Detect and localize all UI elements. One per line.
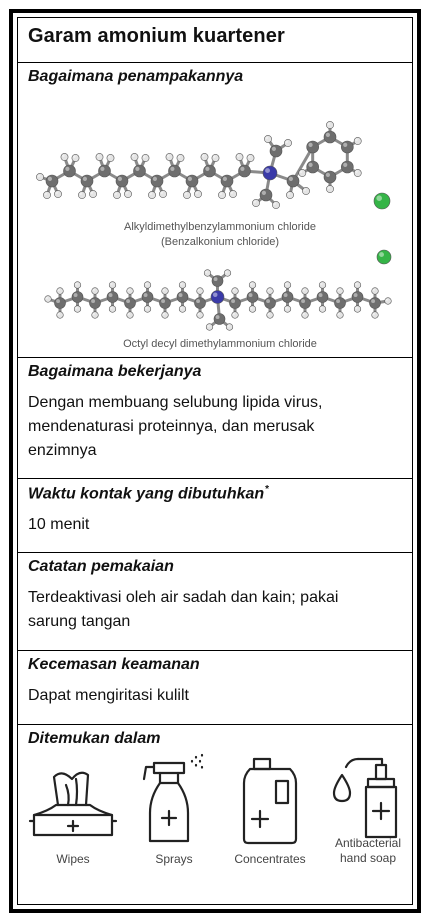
hydrogen-atom-highlight [248,155,251,158]
usage-notes-line: Terdeaktivasi oleh air sadah dan kain; pakai [28,589,339,606]
hydrogen-atom [92,312,99,319]
carbon-atom-highlight [56,299,60,303]
carbon-atom-highlight [371,299,375,303]
carbon-atom-highlight [272,147,276,151]
hydrogen-atom-highlight [44,192,47,195]
hydrogen-atom-highlight [198,313,200,315]
contact-time-section [18,479,412,553]
mechanism-line: Dengan membuang selubung lipida virus, [28,394,323,411]
spray-bottle-icon [140,753,210,849]
hydrogen-atom [354,169,361,176]
hydrogen-atom-highlight [114,192,117,195]
hydrogen-atom-highlight [110,307,112,309]
carbon-atom-highlight [266,299,270,303]
hydrogen-atom-highlight [163,289,165,291]
hydrogen-atom-highlight [355,307,357,309]
carbon-atom-highlight [231,299,235,303]
carbon-atom-highlight [91,299,95,303]
hydrogen-atom [109,306,116,313]
hydrogen-atom [36,173,43,180]
wipes-icon [28,765,118,845]
hydrogen-atom [166,153,173,160]
mechanism-line: enzimnya [28,442,97,459]
hydrogen-atom [131,153,138,160]
molecule1-caption-line2: (Benzalkonium chloride) [161,236,279,248]
carbon-atom-highlight [308,163,312,167]
carbon-atom [370,298,381,309]
hydrogen-atom [284,306,291,313]
carbon-atom [55,298,66,309]
hydrogen-atom [144,306,151,313]
concentrates-label: Concentrates [234,852,306,866]
hydrogen-atom-highlight [285,283,287,285]
hydrogen-atom [179,306,186,313]
mechanism-text [18,391,412,463]
hydrogen-atom [159,190,166,197]
hydrogen-atom [326,185,333,192]
hydrogen-atom-highlight [300,170,303,173]
hydrogen-atom [197,288,204,295]
hydrogen-atom [286,191,293,198]
carbon-atom-highlight [336,299,340,303]
carbon-atom [317,292,328,303]
mechanism-heading: Bagaimana bekerjanya [28,363,202,380]
carbon-atom-highlight [135,167,139,171]
octyl-decyl-molecule-model [45,250,392,330]
carbon-atom-highlight [188,177,192,181]
carbon-atom-highlight [326,173,330,177]
hydrogen-atom [57,312,64,319]
hydrogen-atom [183,191,190,198]
hydrogen-atom-highlight [230,191,233,194]
usage-notes-section [18,553,412,651]
carbon-atom [81,175,93,187]
hydrogen-atom [232,288,239,295]
hydrogen-atom-highlight [265,136,268,139]
hydrogen-atom [89,190,96,197]
hydrogen-atom [206,324,213,331]
appearance-heading: Bagaimana penampakannya [28,68,244,85]
hydrogen-atom-highlight [303,188,306,191]
hydrogen-atom [226,324,233,331]
hydrogen-atom [204,270,211,277]
hydrogen-atom-highlight [320,283,322,285]
carbon-atom [270,145,282,157]
hydrogen-atom-highlight [145,307,147,309]
hydrogen-atom [267,288,274,295]
hydrogen-atom [113,191,120,198]
hydrogen-atom-highlight [338,313,340,315]
info-card [9,9,421,913]
carbon-atom [64,165,76,177]
hydrogen-atom-highlight [287,192,290,195]
carbon-atom-highlight [216,315,220,319]
hydrogen-atom-highlight [373,289,375,291]
hydrogen-atom [127,288,134,295]
hydrogen-atom-highlight [373,313,375,315]
carbon-atom [239,165,251,177]
hydrogen-atom-highlight [227,325,229,327]
hydrogen-atom-highlight [93,313,95,315]
carbon-atom [214,314,225,325]
hydrogen-atom [45,296,52,303]
hydrogen-atom-highlight [73,155,76,158]
usage-notes-heading: Catatan pemakaian [28,558,174,575]
hand-soap-label: Antibacterial hand soap [334,836,402,865]
hydrogen-atom [179,282,186,289]
carbon-atom-highlight [118,177,122,181]
mechanism-line: mendenaturasi proteinnya, dan merusak [28,418,315,435]
safety-heading: Kecemasan keamanan [28,656,200,673]
hydrogen-atom [302,312,309,319]
hydrogen-atom [57,288,64,295]
wipes-label: Wipes [56,852,90,866]
safety-text: Dapat mengiritasi kulilt [28,687,189,704]
carbon-atom [125,298,136,309]
hydrogen-atom-highlight [37,174,40,177]
carbon-atom [300,298,311,309]
hydrogen-atom [201,153,208,160]
hydrogen-atom-highlight [46,297,48,299]
hydrogen-atom [61,153,68,160]
hydrogen-atom-highlight [303,313,305,315]
carbon-atom-highlight [205,167,209,171]
carbon-atom [90,298,101,309]
hydrogen-atom [74,306,81,313]
hydrogen-atom-highlight [250,283,252,285]
carbon-atom-highlight [48,177,52,181]
carbon-atom [142,292,153,303]
hydrogen-atom-highlight [145,283,147,285]
chloride-ion-highlight [379,252,384,257]
soap-pump-icon [328,751,408,843]
found-in-heading: Ditemukan dalam [28,730,161,747]
hydrogen-atom [272,201,279,208]
carbon-atom [186,175,198,187]
hydrogen-atom-highlight [355,170,358,173]
hydrogen-atom [284,282,291,289]
carbon-atom-highlight [126,299,130,303]
hydrogen-atom [72,154,79,161]
carbon-atom [169,165,181,177]
hydrogen-atom-highlight [268,289,270,291]
hydrogen-atom-highlight [184,192,187,195]
carbon-atom [282,292,293,303]
hydrogen-atom [43,191,50,198]
carbon-atom [221,175,233,187]
hydrogen-atom [177,154,184,161]
hydrogen-atom-highlight [355,138,358,141]
card-inner-border [17,17,413,905]
carbon-atom [46,175,58,187]
hydrogen-atom-highlight [205,271,207,273]
hydrogen-atom-highlight [237,154,240,157]
carbon-atom-highlight [153,177,157,181]
nitrogen-atom [211,291,224,304]
carbon-atom-highlight [100,167,104,171]
hydrogen-atom-highlight [253,200,256,203]
carbon-atom-highlight [161,299,165,303]
carbon-atom [99,165,111,177]
hydrogen-atom-highlight [233,313,235,315]
hydrogen-atom [372,288,379,295]
hydrogen-atom [299,169,306,176]
nitrogen-atom-highlight [265,168,270,173]
hydrogen-atom [224,270,231,277]
benzalkonium-molecule-model [36,121,390,209]
hydrogen-atom-highlight [108,155,111,158]
carbon-atom-highlight [240,167,244,171]
hydrogen-atom [236,153,243,160]
mechanism-section [18,358,412,479]
hydrogen-atom [107,154,114,161]
carbon-atom [72,292,83,303]
hydrogen-atom-highlight [125,191,128,194]
carbon-atom [341,141,353,153]
carbon-atom-highlight [83,177,87,181]
hydrogen-atom-highlight [207,325,209,327]
hydrogen-atom [109,282,116,289]
carbon-atom-highlight [284,293,288,297]
hydrogen-atom [197,312,204,319]
carbon-atom-highlight [343,143,347,147]
hydrogen-atom [229,190,236,197]
hydrogen-atom [264,135,271,142]
carbon-atom [177,292,188,303]
hydrogen-atom-highlight [58,289,60,291]
hydrogen-atom [194,190,201,197]
hydrogen-atom [74,282,81,289]
carbon-atom-highlight [354,293,358,297]
hydrogen-atom-highlight [213,155,216,158]
hydrogen-atom-highlight [273,202,276,205]
hydrogen-atom [218,191,225,198]
hydrogen-atom-highlight [110,283,112,285]
hydrogen-atom [354,282,361,289]
hydrogen-atom [54,190,61,197]
carbon-atom [160,298,171,309]
hydrogen-atom [354,137,361,144]
hydrogen-atom-highlight [149,192,152,195]
carbon-atom-highlight [196,299,200,303]
found-in-section [18,725,412,904]
carbon-atom [341,161,353,173]
hydrogen-atom-highlight [79,192,82,195]
hydrogen-atom [144,282,151,289]
hydrogen-atom-highlight [75,307,77,309]
hydrogen-atom [249,282,256,289]
hydrogen-atom [78,191,85,198]
hydrogen-atom-highlight [163,313,165,315]
hydrogen-atom [302,288,309,295]
contact-time-heading: Waktu kontak yang dibutuhkan* [28,484,270,503]
hydrogen-atom [232,312,239,319]
hydrogen-atom-highlight [90,191,93,194]
hydrogen-atom [354,306,361,313]
hydrogen-atom [124,190,131,197]
jug-icon [230,753,310,849]
sprays-label: Sprays [155,852,193,866]
chloride-ion-highlight [376,195,382,201]
carbon-atom-highlight [301,299,305,303]
carbon-atom-highlight [144,293,148,297]
carbon-atom [307,141,319,153]
hydrogen-atom-highlight [338,289,340,291]
hydrogen-atom [267,312,274,319]
chloride-ion [377,250,391,264]
safety-section [18,651,412,725]
hydrogen-atom [92,288,99,295]
carbon-atom [324,131,336,143]
hydrogen-atom-highlight [62,154,65,157]
nitrogen-atom-highlight [213,292,218,297]
appearance-section [18,63,412,358]
hydrogen-atom-highlight [178,155,181,158]
carbon-atom [107,292,118,303]
carbon-atom [151,175,163,187]
carbon-atom [247,292,258,303]
carbon-atom-highlight [326,133,330,137]
hydrogen-atom-highlight [55,191,58,194]
carbon-atom [287,175,299,187]
carbon-atom [212,276,223,287]
carbon-atom [204,165,216,177]
hydrogen-atom-highlight [285,307,287,309]
carbon-atom-highlight [262,191,266,195]
hydrogen-atom-highlight [386,299,388,301]
hydrogen-atom [319,306,326,313]
carbon-atom [230,298,241,309]
molecule-illustration [18,93,418,355]
hydrogen-atom-highlight [198,289,200,291]
carbon-atom-highlight [249,293,253,297]
hydrogen-atom-highlight [167,154,170,157]
hydrogen-atom [212,154,219,161]
card-title: Garam amonium kuartener [28,25,285,47]
hydrogen-atom [247,154,254,161]
nitrogen-atom [263,166,277,180]
carbon-atom-highlight [109,293,113,297]
title-row [18,18,412,63]
carbon-atom [134,165,146,177]
carbon-atom-highlight [223,177,227,181]
carbon-atom-highlight [170,167,174,171]
hydrogen-atom-highlight [58,313,60,315]
hydrogen-atom-highlight [268,313,270,315]
hydrogen-atom [162,288,169,295]
hydrogen-atom [302,187,309,194]
hydrogen-atom-highlight [219,192,222,195]
carbon-atom-highlight [319,293,323,297]
carbon-atom [352,292,363,303]
hydrogen-atom-highlight [327,122,330,125]
hydrogen-atom-highlight [132,154,135,157]
carbon-atom [195,298,206,309]
carbon-atom-highlight [179,293,183,297]
carbon-atom-highlight [214,277,218,281]
molecule2-caption: Octyl decyl dimethylammonium chloride [123,338,317,350]
hydrogen-atom-highlight [128,313,130,315]
hydrogen-atom-highlight [355,283,357,285]
hydrogen-atom-highlight [75,283,77,285]
carbon-atom-highlight [289,177,293,181]
hydrogen-atom [162,312,169,319]
usage-notes-text [18,586,412,634]
carbon-atom [265,298,276,309]
hydrogen-atom [127,312,134,319]
hydrogen-atom [142,154,149,161]
carbon-atom [324,171,336,183]
carbon-atom-highlight [65,167,69,171]
hydrogen-atom-highlight [225,271,227,273]
hydrogen-atom-highlight [250,307,252,309]
chloride-ion [374,193,390,209]
hydrogen-atom [319,282,326,289]
molecule1-caption-line1: Alkyldimethylbenzylammonium chloride [124,221,316,233]
carbon-atom [116,175,128,187]
hydrogen-atom [96,153,103,160]
hydrogen-atom [148,191,155,198]
contact-time-value: 10 menit [28,516,90,534]
carbon-atom-highlight [308,143,312,147]
hydrogen-atom [252,199,259,206]
hydrogen-atom-highlight [97,154,100,157]
hydrogen-atom-highlight [160,191,163,194]
hydrogen-atom-highlight [202,154,205,157]
carbon-atom [307,161,319,173]
hydrogen-atom [337,312,344,319]
hydrogen-atom [249,306,256,313]
hydrogen-atom [372,312,379,319]
hydrogen-atom-highlight [233,289,235,291]
hydrogen-atom-highlight [320,307,322,309]
hydrogen-atom-highlight [327,186,330,189]
footnote-mark: * [265,484,270,495]
carbon-atom-highlight [343,163,347,167]
hydrogen-atom-highlight [180,307,182,309]
hydrogen-atom-highlight [93,289,95,291]
hydrogen-atom-highlight [303,289,305,291]
hydrogen-atom-highlight [285,140,288,143]
carbon-atom [335,298,346,309]
usage-notes-line: sarung tangan [28,613,131,630]
hydrogen-atom [385,298,392,305]
hydrogen-atom [284,139,291,146]
hydrogen-atom-highlight [180,283,182,285]
hydrogen-atom-highlight [143,155,146,158]
carbon-atom [260,189,272,201]
hydrogen-atom [326,121,333,128]
hydrogen-atom-highlight [195,191,198,194]
carbon-atom-highlight [74,293,78,297]
hydrogen-atom-highlight [128,289,130,291]
hydrogen-atom [337,288,344,295]
